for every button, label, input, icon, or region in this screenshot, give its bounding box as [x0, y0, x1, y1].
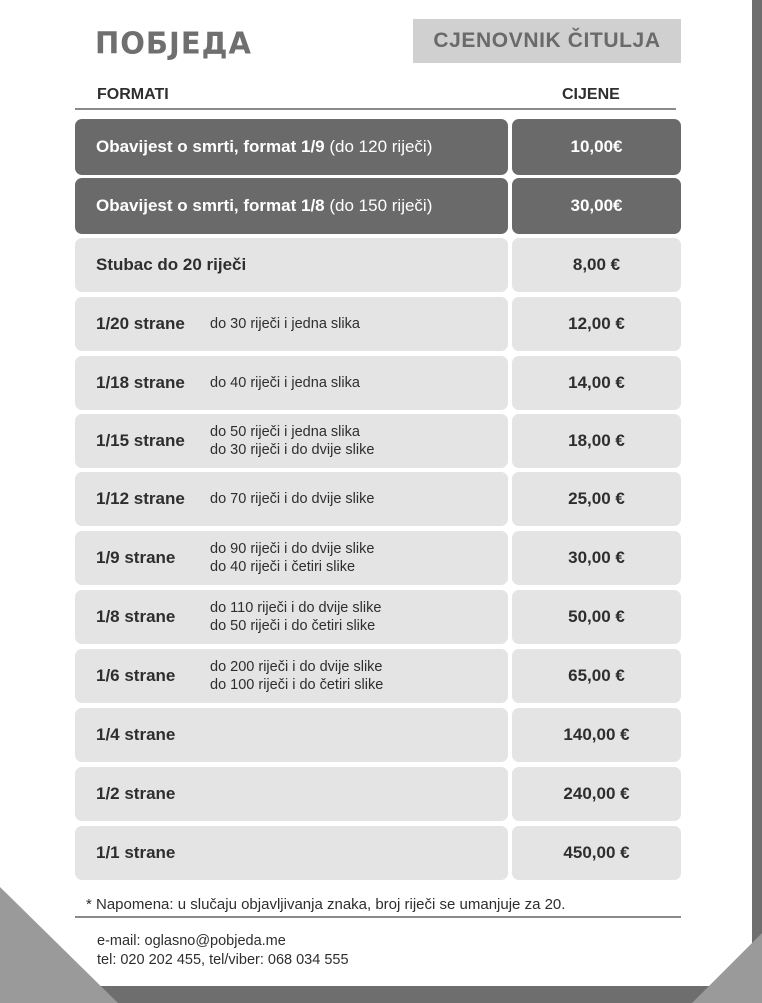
format-name: 1/15 strane — [96, 431, 185, 450]
contact-info — [97, 932, 349, 970]
description-line: do 40 riječi i četiri slike — [210, 559, 356, 575]
contact-email: e-mail: oglasno@pobjeda.me — [97, 933, 286, 949]
format-label — [96, 137, 432, 157]
format-note: (do 150 riječi) — [329, 196, 433, 215]
table-row — [75, 826, 681, 880]
format-cell — [75, 767, 508, 821]
footnote: * Napomena: u slučaju objavljivanja znaka, broj riječi se umanjuje za 20. — [86, 896, 566, 913]
description-line: do 200 riječi i do dvije slike — [210, 659, 383, 675]
format-label — [96, 548, 175, 568]
format-cell — [75, 178, 508, 234]
price-cell: 140,00 € — [512, 708, 681, 762]
format-name: 1/1 strane — [96, 843, 176, 862]
format-label — [96, 196, 432, 216]
price-cell: 8,00 € — [512, 238, 681, 292]
description-line: do 70 riječi i do dvije slike — [210, 491, 375, 507]
format-label — [96, 431, 185, 451]
table-row — [75, 178, 681, 234]
page-title: CJENOVNIK ČITULJA — [413, 19, 681, 63]
header-divider — [75, 108, 676, 110]
table-row — [75, 238, 681, 292]
table-row — [75, 590, 681, 644]
price-cell: 18,00 € — [512, 414, 681, 468]
format-cell — [75, 119, 508, 175]
format-label — [96, 314, 185, 334]
format-name: 1/9 strane — [96, 548, 176, 567]
table-row — [75, 414, 681, 468]
table-row — [75, 356, 681, 410]
table-row — [75, 297, 681, 351]
description-line: do 110 riječi i do dvije slike — [210, 600, 382, 616]
format-label — [96, 373, 185, 393]
price-cell: 25,00 € — [512, 472, 681, 526]
format-description — [210, 423, 374, 459]
description-line: do 30 riječi i jedna slika — [210, 316, 360, 332]
description-line: do 90 riječi i do dvije slike — [210, 541, 375, 557]
format-cell — [75, 414, 508, 468]
format-description — [210, 599, 381, 635]
format-name: 1/4 strane — [96, 725, 176, 744]
format-name: 1/2 strane — [96, 784, 176, 803]
description-line: do 30 riječi i do dvije slike — [210, 442, 375, 458]
format-description — [210, 540, 374, 576]
table-row — [75, 649, 681, 703]
price-cell: 30,00€ — [512, 178, 681, 234]
table-row — [75, 531, 681, 585]
table-row — [75, 119, 681, 175]
table-row — [75, 767, 681, 821]
description-line: do 100 riječi i do četiri slike — [210, 677, 384, 693]
price-cell: 240,00 € — [512, 767, 681, 821]
format-description — [210, 490, 374, 508]
table-row — [75, 708, 681, 762]
price-cell: 30,00 € — [512, 531, 681, 585]
price-cell: 14,00 € — [512, 356, 681, 410]
price-cell: 450,00 € — [512, 826, 681, 880]
format-cell — [75, 649, 508, 703]
format-name: 1/20 strane — [96, 314, 185, 333]
format-cell — [75, 297, 508, 351]
price-cell: 12,00 € — [512, 297, 681, 351]
format-label — [96, 843, 175, 863]
format-cell — [75, 708, 508, 762]
format-name: Obavijest o smrti, format 1/8 — [96, 196, 325, 215]
description-line: do 50 riječi i do četiri slike — [210, 618, 376, 634]
column-header-formats: FORMATI — [97, 86, 169, 103]
format-cell — [75, 472, 508, 526]
format-description — [210, 315, 360, 333]
format-description — [210, 658, 383, 694]
table-row — [75, 472, 681, 526]
pobjeda-logo: ПОБЈЕДА — [95, 25, 252, 61]
description-line: do 40 riječi i jedna slika — [210, 375, 360, 391]
format-name: 1/8 strane — [96, 607, 176, 626]
description-line: do 50 riječi i jedna slika — [210, 424, 360, 440]
format-label — [96, 607, 175, 627]
format-cell — [75, 826, 508, 880]
contact-phone: tel: 020 202 455, tel/viber: 068 034 555 — [97, 952, 349, 968]
format-name: Obavijest o smrti, format 1/9 — [96, 137, 325, 156]
format-label — [96, 784, 175, 804]
price-cell: 50,00 € — [512, 590, 681, 644]
price-cell: 10,00€ — [512, 119, 681, 175]
format-cell — [75, 356, 508, 410]
format-cell — [75, 238, 508, 292]
format-name: Stubac do 20 riječi — [96, 255, 247, 274]
format-name: 1/6 strane — [96, 666, 176, 685]
format-label — [96, 489, 185, 509]
format-label — [96, 255, 246, 275]
format-label — [96, 666, 175, 686]
column-header-prices: CIJENE — [562, 86, 620, 103]
footer-divider — [75, 916, 681, 918]
format-note: (do 120 riječi) — [329, 137, 433, 156]
format-label — [96, 725, 175, 745]
format-name: 1/18 strane — [96, 373, 185, 392]
format-cell — [75, 590, 508, 644]
format-name: 1/12 strane — [96, 489, 185, 508]
price-cell: 65,00 € — [512, 649, 681, 703]
format-description — [210, 374, 360, 392]
format-cell — [75, 531, 508, 585]
